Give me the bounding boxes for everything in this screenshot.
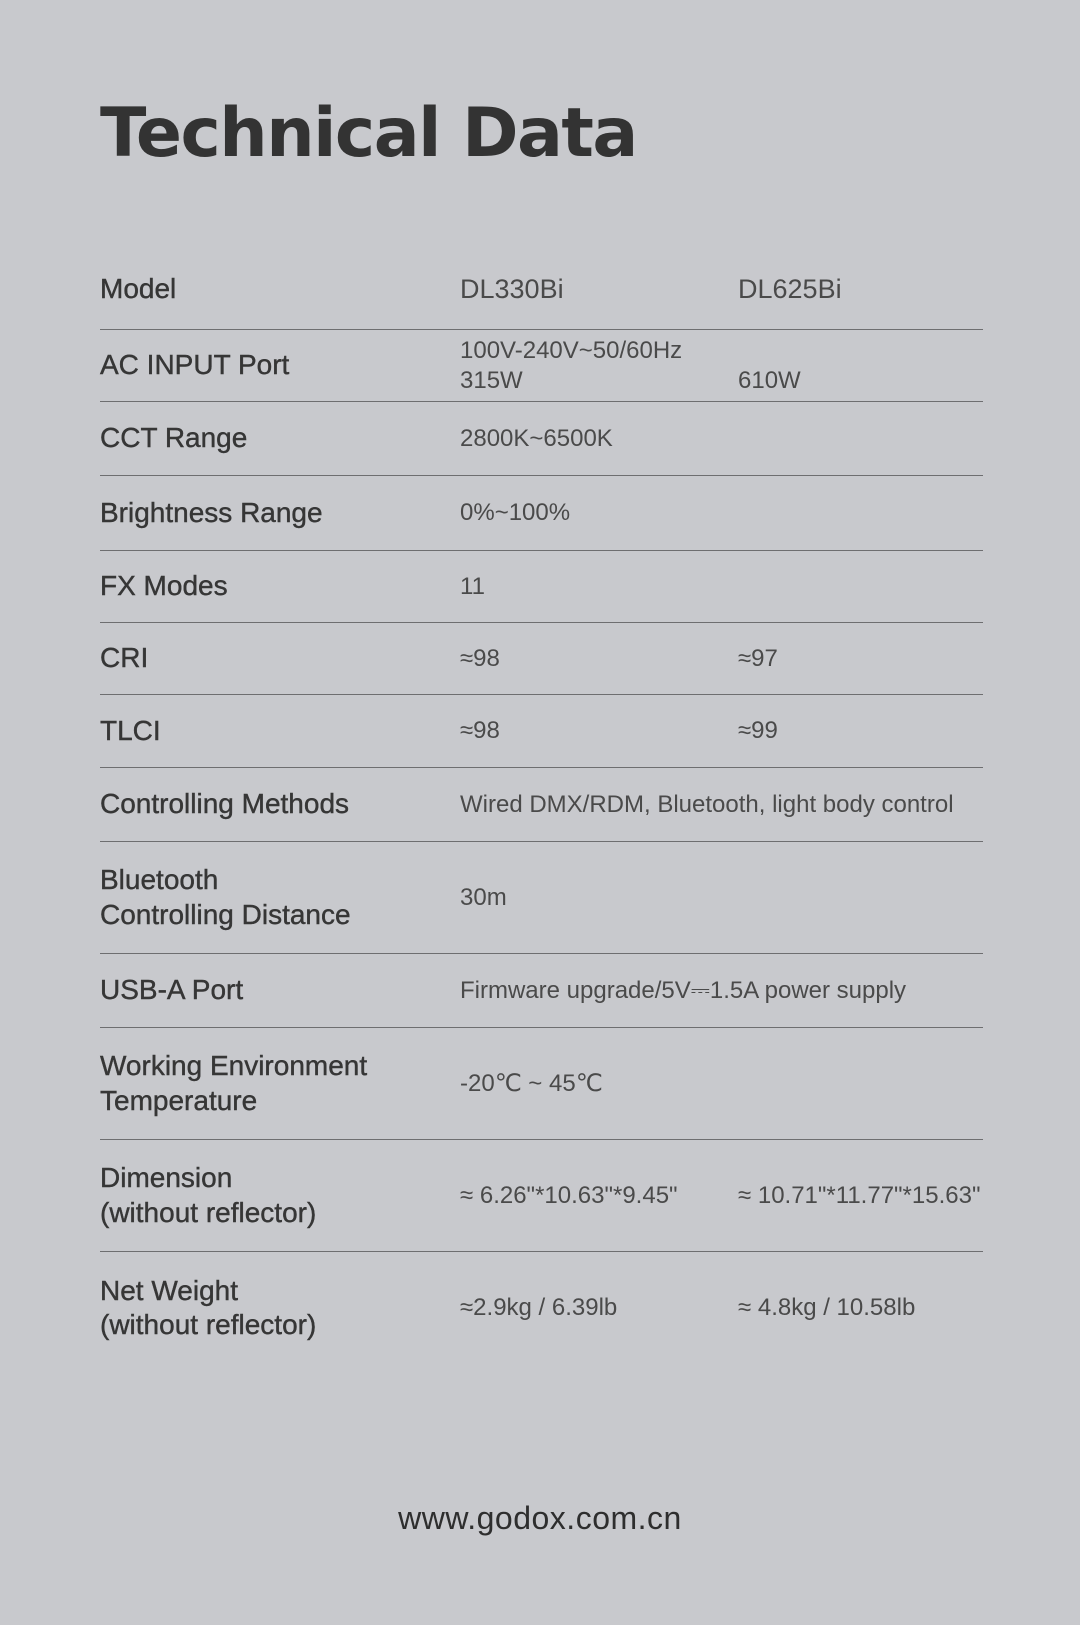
table-row-brightness: [100, 476, 983, 551]
ac-input-dl330bi: 315W: [460, 366, 523, 394]
ac-input-shared: 100V-240V~50/60Hz: [460, 337, 683, 365]
row-label: TLCI: [100, 714, 161, 746]
table-row-fx: [100, 551, 983, 623]
table-row-dimension: [100, 1140, 983, 1252]
page-title: Technical Data: [100, 94, 637, 173]
row-label: CCT Range: [100, 422, 248, 454]
row-value: -20℃ ~ 45℃: [460, 1069, 603, 1097]
row-label: Controlling Methods: [100, 788, 350, 820]
row-label: CRI: [100, 642, 149, 674]
row-label: AC INPUT Port: [100, 349, 290, 381]
row-label: Model: [100, 273, 177, 305]
dimension-dl330bi: ≈ 6.26"*10.63"*9.45": [460, 1181, 678, 1209]
row-value: 30m: [460, 883, 507, 911]
row-label: Net Weight (without reflector): [100, 1274, 317, 1340]
spec-table: [100, 250, 983, 1364]
row-value: Firmware upgrade/5V⎓1.5A power supply: [460, 976, 907, 1004]
weight-dl625bi: ≈ 4.8kg / 10.58lb: [738, 1294, 916, 1322]
table-row-net-weight: [100, 1252, 983, 1364]
tlci-dl330bi: ≈98: [460, 717, 500, 745]
table-row-cct: [100, 402, 983, 476]
tlci-dl625bi: ≈99: [738, 717, 778, 745]
row-label: Brightness Range: [100, 496, 323, 528]
row-label: USB-A Port: [100, 974, 244, 1006]
row-label: Working Environment Temperature: [100, 1050, 368, 1116]
ac-input-values: [460, 336, 801, 395]
dimension-dl625bi: ≈ 10.71"*11.77"*15.63": [738, 1181, 981, 1209]
table-row-model: [100, 250, 983, 330]
model-dl330bi: DL330Bi: [460, 274, 564, 305]
row-label: Bluetooth Controlling Distance: [100, 864, 351, 930]
table-row-usb-a: [100, 954, 983, 1028]
row-value: 0%~100%: [460, 499, 571, 527]
table-row-tlci: [100, 695, 983, 768]
row-label: Dimension (without reflector): [100, 1162, 317, 1228]
model-dl625bi: DL625Bi: [738, 274, 842, 305]
row-label: FX Modes: [100, 570, 228, 602]
table-row-bluetooth-distance: [100, 842, 983, 954]
ac-input-dl625bi: 610W: [738, 366, 801, 394]
cri-dl625bi: ≈97: [738, 644, 778, 672]
weight-dl330bi: ≈2.9kg / 6.39lb: [460, 1294, 618, 1322]
table-row-ac-input: [100, 330, 983, 402]
cri-dl330bi: ≈98: [460, 644, 500, 672]
table-row-cri: [100, 623, 983, 695]
row-value: 11: [460, 572, 485, 600]
table-row-controlling-methods: [100, 768, 983, 842]
table-row-working-temperature: [100, 1028, 983, 1140]
row-value: 2800K~6500K: [460, 424, 613, 452]
website-url[interactable]: www.godox.com.cn: [398, 1500, 682, 1536]
row-value: Wired DMX/RDM, Bluetooth, light body control: [460, 790, 954, 818]
